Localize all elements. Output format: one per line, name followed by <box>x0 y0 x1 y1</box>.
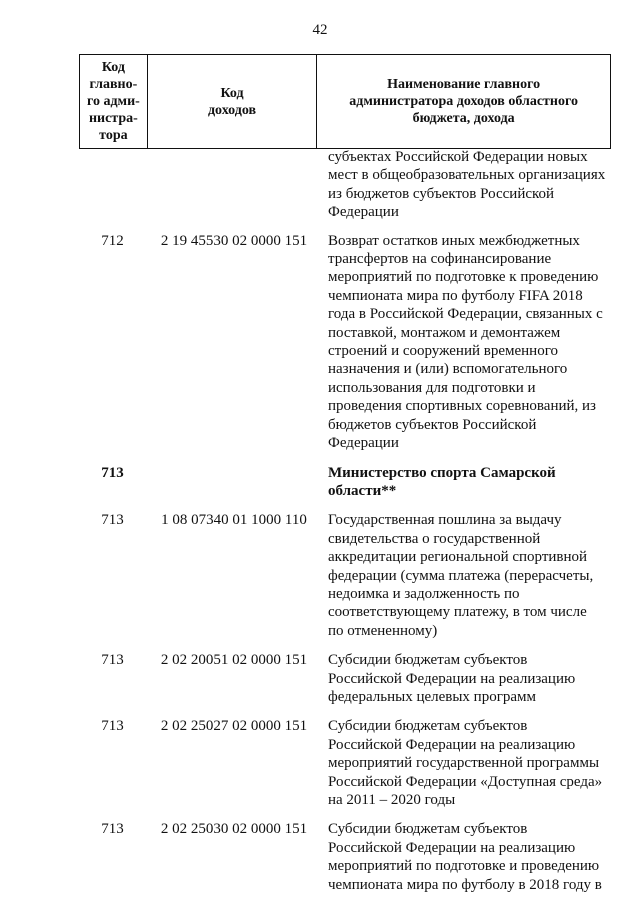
admin-code-cell: 713 <box>101 718 124 735</box>
name-cell: Субсидии бюджетам субъектов Российской Федерации на реализацию федеральных целевых программ <box>328 652 576 705</box>
header-name <box>317 55 611 149</box>
name-cell: Государственная пошлина за выдачу свидетельства о государственной аккредитации региональной спортивной федерации (сумма платежа (перерасчеты, недоимка и задолженность по соответствующему платежу, в том числе по отмененному) <box>328 512 594 639</box>
table-row <box>0 464 640 501</box>
table-row <box>0 232 640 453</box>
header-revenue-code-label: Код доходов <box>207 85 257 118</box>
table-row <box>0 820 640 894</box>
revenue-code-cell: 2 19 45530 02 0000 151 <box>160 232 308 249</box>
table-row <box>0 511 640 640</box>
table-header <box>79 54 611 149</box>
admin-code-cell: 713 <box>101 652 124 669</box>
revenue-code-cell: 2 02 25030 02 0000 151 <box>160 821 308 838</box>
admin-code-cell: 712 <box>101 232 124 249</box>
revenue-code-cell: 2 02 25027 02 0000 151 <box>160 718 308 735</box>
table-row <box>0 148 640 222</box>
name-cell: Субсидии бюджетам субъектов Российской Федерации на реализацию мероприятий по подготовке и проведению чемпионата мира по футболу в 2018 году в <box>328 821 602 893</box>
header-name-label: Наименование главного администратора доходов областного бюджета, дохода <box>349 77 579 126</box>
revenue-code-cell: 1 08 07340 01 1000 110 <box>161 512 307 529</box>
name-cell: Субсидии бюджетам субъектов Российской Федерации на реализацию мероприятий государственной программы Российской Федерации «Доступная среда» на 2011 – 2020 годы <box>328 718 603 808</box>
table-row <box>0 717 640 809</box>
admin-code-cell: 713 <box>101 464 124 481</box>
name-cell: Возврат остатков иных межбюджетных трансфертов на софинансирование мероприятий по подготовке к проведению чемпионата мира по футболу FIFA 2018 года в Российской Федерации, связанных с поставкой, монтажом и демонтажем строений и сооружений временного назначения и (или) вспомогательного использования для подготовки и проведения спортивных соревнований, из бюджетов субъектов Российской Федерации <box>328 232 603 452</box>
revenue-code-cell: 2 02 20051 02 0000 151 <box>160 652 308 669</box>
table-body <box>0 148 640 894</box>
name-cell: субъектах Российской Федерации новых мест в общеобразовательных организациях из бюджетов субъектов Российской Федерации <box>328 149 606 221</box>
admin-code-cell: 713 <box>101 512 124 529</box>
page-number: 42 <box>312 22 328 38</box>
name-cell: Министерство спорта Самарской области** <box>328 464 556 499</box>
header-admin-code-label: Код главно- го адми- нистра- тора <box>86 60 140 143</box>
table-row <box>0 651 640 706</box>
header-revenue-code <box>147 55 317 149</box>
header-admin-code <box>80 55 148 149</box>
admin-code-cell: 713 <box>101 821 124 838</box>
